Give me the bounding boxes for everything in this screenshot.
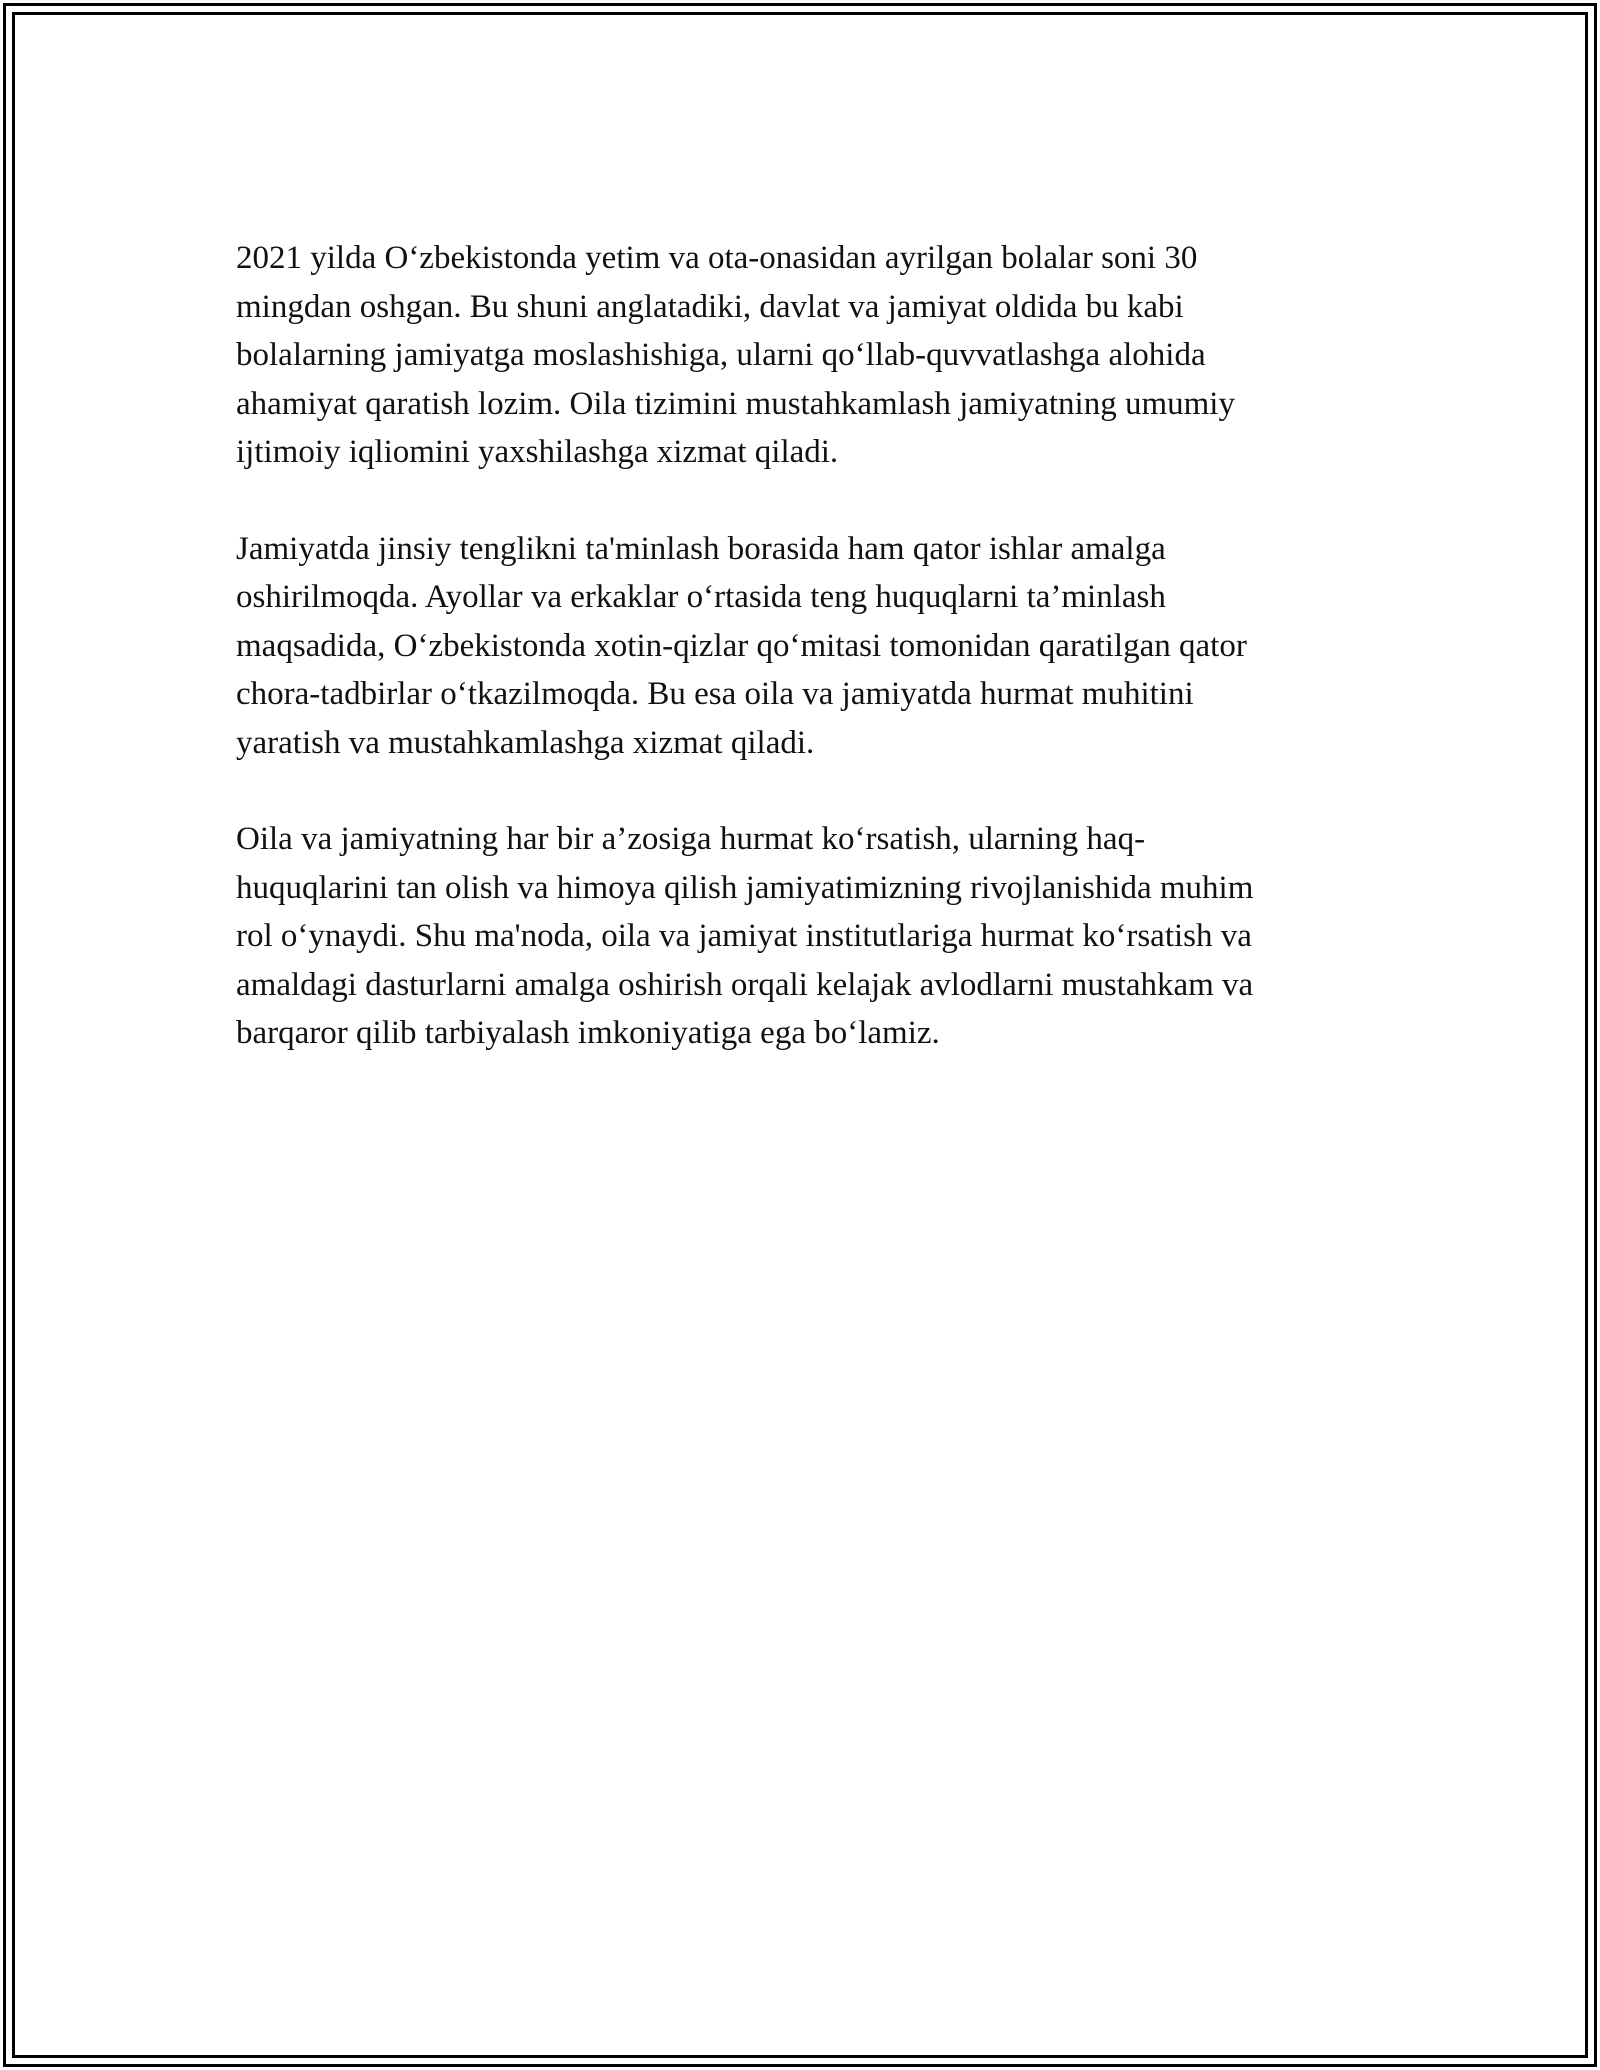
text-line: barqaror qilib tarbiyalash imkoniyatiga ega bo‘lamiz.	[236, 1015, 940, 1051]
document-body	[236, 234, 1376, 1106]
text-line: mingdan oshgan. Bu shuni anglatadiki, davlat va jamiyat oldida bu kabi	[236, 288, 1184, 325]
text-line: Oila va jamiyatning har bir a’zosiga hurmat ko‘rsatish, ularning haq-	[236, 821, 1146, 857]
text-line: huquqlarini tan olish va himoya qilish jamiyatimizning rivojlanishida muhim	[236, 869, 1254, 906]
text-line: bolalarning jamiyatga moslashishiga, ularni qo‘llab-quvvatlashga alohida	[236, 337, 1206, 373]
paragraph-1	[236, 234, 1376, 477]
text-line: Jamiyatda jinsiy tenglikni ta'minlash borasida ham qator ishlar amalga	[236, 530, 1166, 567]
text-line: oshirilmoqda. Ayollar va erkaklar o‘rtasida teng huquqlarni ta’minlash	[236, 579, 1166, 615]
text-line: rol o‘ynaydi. Shu ma'noda, oila va jamiyat institutlariga hurmat ko‘rsatish va	[236, 918, 1252, 954]
text-line: ijtimoiy iqliomini yaxshilashga xizmat qiladi.	[236, 434, 839, 470]
paragraph-3	[236, 815, 1376, 1058]
text-line: amaldagi dasturlarni amalga oshirish orqali kelajak avlodlarni mustahkam va	[236, 966, 1254, 1003]
text-line: 2021 yilda O‘zbekistonda yetim va ota-onasidan ayrilgan bolalar soni 30	[236, 240, 1198, 276]
text-line: ahamiyat qaratish lozim. Oila tizimini mustahkamlash jamiyatning umumiy	[236, 385, 1235, 422]
text-line: yaratish va mustahkamlashga xizmat qiladi.	[236, 724, 815, 761]
paragraph-2	[236, 525, 1376, 768]
text-line: maqsadida, O‘zbekistonda xotin-qizlar qo‘mitasi tomonidan qaratilgan qator	[236, 627, 1247, 664]
text-line: chora-tadbirlar o‘tkazilmoqda. Bu esa oila va jamiyatda hurmat muhitini	[236, 676, 1194, 712]
